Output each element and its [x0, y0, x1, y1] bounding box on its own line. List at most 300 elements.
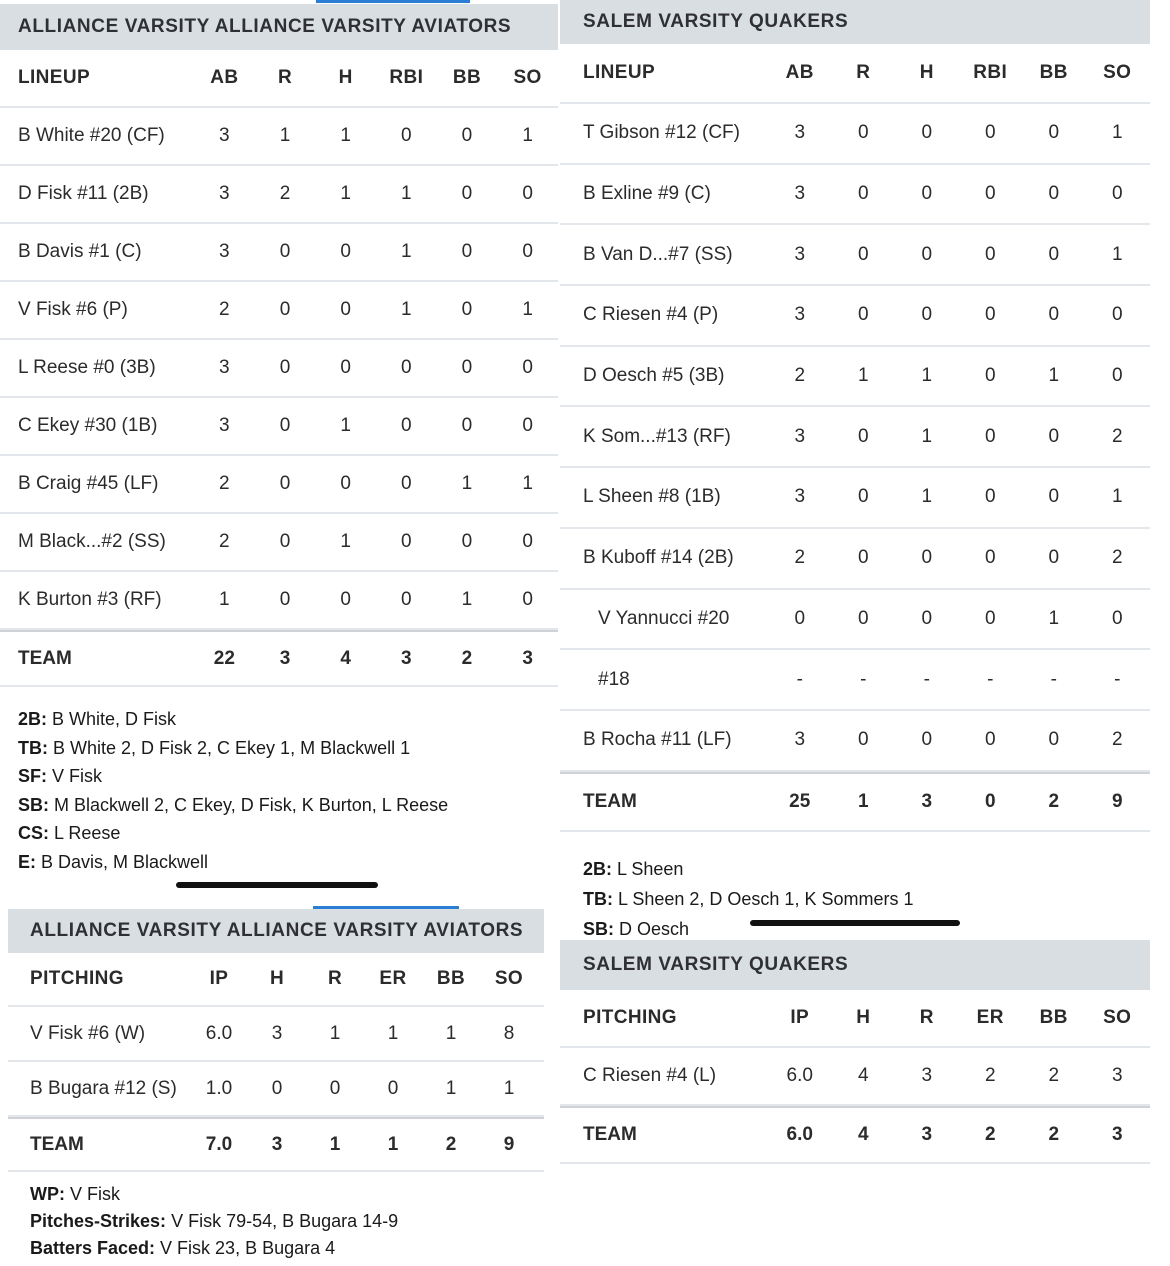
column-header: BB [436, 968, 466, 989]
note-line [18, 819, 448, 848]
stat-cell: 0 [857, 729, 869, 751]
salem-batting-table [560, 44, 1150, 832]
table-row[interactable] [0, 282, 558, 340]
table-row[interactable] [560, 104, 1150, 165]
stat-cell: 1 [522, 473, 533, 494]
salem-pitching-table [560, 990, 1150, 1164]
table-row[interactable] [560, 468, 1150, 529]
player-name: V Fisk #6 (P) [18, 299, 128, 320]
stat-cell: 0 [984, 729, 996, 751]
player-name: D Oesch #5 (3B) [583, 365, 725, 387]
table-row[interactable] [0, 456, 558, 514]
stat-cell: 1 [340, 125, 351, 146]
stat-cell: 6.0 [205, 1022, 233, 1044]
stat-cell: 4 [857, 1065, 869, 1086]
table-row[interactable] [0, 166, 558, 224]
stat-cell: 0 [921, 304, 933, 326]
table-row[interactable] [0, 572, 558, 630]
stat-cell: 0 [857, 243, 869, 265]
note-label: TB: [583, 889, 613, 909]
salem-batting-panel [560, 0, 1150, 832]
stat-cell: - [860, 668, 867, 690]
stat-cell: 0 [921, 243, 933, 265]
stat-cell: 0 [279, 531, 291, 552]
table-row[interactable] [560, 225, 1150, 286]
stat-cell: 0 [279, 473, 291, 494]
stat-cell: 0 [279, 415, 291, 436]
stat-cell: 3 [921, 1065, 933, 1086]
alliance-pitching-notes [30, 1181, 398, 1262]
stat-cell: 0 [984, 425, 996, 447]
stat-cell: 0 [461, 357, 473, 378]
team-header: SALEM VARSITY QUAKERS [560, 0, 1150, 44]
stat-cell: 1 [522, 299, 533, 320]
stat-cell: 2 [461, 647, 473, 669]
note-text: B White, D Fisk [47, 709, 177, 729]
stat-cell: 0 [984, 243, 996, 265]
stat-cell: 0 [461, 241, 473, 262]
alliance-batting-panel [0, 4, 558, 687]
column-header: SO [513, 67, 542, 88]
stat-cell: 1 [340, 415, 351, 436]
column-header: PITCHING [30, 968, 124, 989]
stat-cell: 1 [279, 125, 291, 146]
stat-cell: 0 [522, 589, 533, 610]
stat-cell: 1 [387, 1133, 399, 1155]
stat-cell: 1 [1048, 365, 1060, 387]
stat-cell: 0 [984, 122, 996, 144]
stat-cell: 0 [1048, 729, 1060, 751]
note-line [18, 848, 448, 877]
stat-cell: 2 [219, 299, 230, 320]
stat-cell: 0 [1048, 425, 1060, 447]
table-row[interactable] [0, 514, 558, 572]
player-name: L Sheen #8 (1B) [583, 486, 721, 508]
stat-cell: - [1050, 668, 1057, 690]
player-name: TEAM [30, 1133, 84, 1155]
note-line [30, 1235, 398, 1262]
player-name: M Black...#2 (SS) [18, 531, 166, 552]
player-name: K Som...#13 (RF) [583, 425, 731, 447]
stat-cell: 0 [921, 183, 933, 205]
table-row[interactable] [560, 590, 1150, 651]
stat-cell: 1 [340, 183, 351, 204]
stat-cell: 9 [1111, 790, 1123, 812]
table-row[interactable] [8, 1007, 544, 1062]
stat-cell: 2 [984, 1065, 996, 1086]
table-header-row [8, 953, 544, 1007]
stat-cell: 3 [921, 1124, 933, 1145]
stat-cell: 3 [794, 304, 806, 326]
note-text: M Blackwell 2, C Ekey, D Fisk, K Burton, L Reese [49, 794, 449, 815]
note-line [30, 1208, 398, 1235]
stat-cell: 1 [387, 1022, 399, 1044]
stat-cell: 2 [1048, 1065, 1060, 1086]
stat-cell: 1 [401, 299, 412, 320]
note-text: V Fisk 79-54, B Bugara 14-9 [166, 1211, 399, 1231]
stat-cell: 0 [857, 122, 869, 144]
stat-cell: 0 [461, 183, 473, 204]
column-header: H [856, 1007, 871, 1028]
table-row[interactable] [560, 529, 1150, 590]
column-header: PITCHING [583, 1007, 677, 1028]
scroll-indicator[interactable] [750, 920, 960, 926]
stat-cell: 3 [219, 415, 230, 436]
stat-cell: 2 [794, 365, 806, 387]
note-text: B White 2, D Fisk 2, C Ekey 1, M Blackwell 1 [48, 737, 411, 758]
note-text: L Sheen [612, 859, 684, 879]
stat-cell: 0 [279, 299, 291, 320]
stat-cell: 6.0 [786, 1065, 813, 1086]
player-name: C Ekey #30 (1B) [18, 415, 158, 436]
stat-cell: 1 [445, 1077, 457, 1099]
player-name: TEAM [583, 790, 637, 812]
stat-cell: 0 [984, 183, 996, 205]
stat-cell: 0 [522, 357, 533, 378]
note-label: SF: [18, 766, 47, 786]
stat-cell: 0 [921, 729, 933, 751]
player-name: B Kuboff #14 (2B) [583, 547, 734, 569]
stat-cell: 1 [219, 589, 230, 610]
stat-cell: 0 [857, 547, 869, 569]
stat-cell: 0 [984, 790, 996, 812]
stat-cell: 0 [279, 357, 291, 378]
alliance-pitching-panel [8, 909, 544, 1172]
team-header: ALLIANCE VARSITY ALLIANCE VARSITY AVIATORS [8, 909, 544, 953]
stat-cell: 0 [857, 425, 869, 447]
stat-cell: 1 [445, 1022, 457, 1044]
column-header: AB [785, 62, 814, 83]
stat-cell: 0 [340, 299, 351, 320]
table-row[interactable] [560, 1048, 1150, 1106]
table-row[interactable] [0, 224, 558, 282]
stat-cell: 0 [522, 241, 533, 262]
note-label: WP: [30, 1184, 65, 1204]
table-row[interactable] [560, 407, 1150, 468]
stat-cell: 3 [279, 647, 291, 669]
note-line [18, 705, 448, 734]
stat-cell: 3 [219, 357, 230, 378]
stat-cell: 3 [1111, 1065, 1123, 1086]
stat-cell: 0 [857, 304, 869, 326]
column-header: ER [976, 1007, 1004, 1028]
table-row[interactable] [560, 347, 1150, 408]
stat-cell: - [1114, 668, 1121, 690]
stat-cell: 0 [794, 607, 806, 629]
column-header: LINEUP [18, 67, 91, 88]
stat-cell: 0 [1048, 122, 1060, 144]
stat-cell: 2 [1111, 729, 1123, 751]
alliance-batting-table [0, 50, 558, 687]
stat-cell: 7.0 [205, 1133, 233, 1155]
stat-cell: 0 [461, 299, 473, 320]
stat-cell: 25 [789, 790, 811, 812]
table-header-row [560, 990, 1150, 1048]
stat-cell: 0 [1111, 607, 1123, 629]
stat-cell: 3 [921, 790, 933, 812]
stat-cell: 4 [857, 1124, 869, 1145]
table-row[interactable] [560, 711, 1150, 772]
team-header: ALLIANCE VARSITY ALLIANCE VARSITY AVIATORS [0, 4, 558, 50]
stat-cell: 3 [794, 243, 806, 265]
stat-cell: 0 [1111, 183, 1123, 205]
stat-cell: 2 [794, 547, 806, 569]
table-row[interactable] [8, 1062, 544, 1117]
stat-cell: - [923, 668, 930, 690]
stat-cell: 0 [984, 607, 996, 629]
player-name: V Yannucci #20 [598, 607, 730, 629]
note-text: V Fisk [65, 1184, 121, 1204]
column-header: R [327, 968, 343, 989]
player-name: V Fisk #6 (W) [30, 1022, 146, 1044]
player-name: B Davis #1 (C) [18, 241, 142, 262]
stat-cell: 0 [522, 531, 533, 552]
stat-cell: 0 [461, 125, 473, 146]
player-name: K Burton #3 (RF) [18, 589, 162, 610]
stat-cell: 3 [271, 1133, 283, 1155]
note-text: B Davis, M Blackwell [36, 851, 209, 872]
note-text: L Reese [49, 823, 121, 843]
note-label: SB: [18, 794, 49, 815]
stat-cell: 3 [1111, 1124, 1123, 1145]
alliance-batting-notes [18, 705, 448, 876]
stat-cell: 1 [921, 365, 933, 387]
stat-cell: 0 [1048, 547, 1060, 569]
stat-cell: 3 [219, 241, 230, 262]
salem-pitching-panel [560, 940, 1150, 1164]
stat-cell: 0 [921, 122, 933, 144]
stat-cell: 1 [1111, 486, 1123, 508]
note-label: 2B: [18, 709, 48, 729]
stat-cell: 3 [401, 647, 412, 669]
stat-cell: 2 [279, 183, 291, 204]
table-row[interactable] [0, 340, 558, 398]
note-label: SB: [583, 919, 614, 939]
column-header: SO [1103, 1007, 1132, 1028]
note-text: D Oesch [614, 919, 690, 939]
stat-cell: 3 [219, 125, 230, 146]
note-line [18, 791, 448, 820]
stat-cell: 0 [1048, 183, 1060, 205]
note-line [18, 762, 448, 791]
stat-cell: 0 [1048, 243, 1060, 265]
stat-cell: 0 [340, 473, 351, 494]
stat-cell: 0 [279, 241, 291, 262]
note-line [30, 1181, 398, 1208]
stat-cell: 4 [340, 647, 351, 669]
note-label: 2B: [583, 859, 613, 879]
stat-cell: 1 [921, 425, 933, 447]
stat-cell: 3 [794, 122, 806, 144]
stat-cell: 0 [984, 486, 996, 508]
active-tab-indicator [316, 0, 470, 3]
stat-cell: 0 [401, 473, 412, 494]
stat-cell: 0 [857, 607, 869, 629]
team-header: SALEM VARSITY QUAKERS [560, 940, 1150, 990]
note-label: CS: [18, 823, 49, 843]
column-header: BB [452, 67, 482, 88]
team-total-row [8, 1117, 544, 1172]
stat-cell: 0 [461, 415, 473, 436]
stat-cell: 0 [401, 357, 412, 378]
stat-cell: 0 [1048, 486, 1060, 508]
player-name: B Rocha #11 (LF) [583, 729, 732, 751]
stat-cell: 0 [1111, 304, 1123, 326]
player-name: C Riesen #4 (P) [583, 304, 719, 326]
table-header-row [0, 50, 558, 108]
column-header: H [919, 62, 934, 83]
note-line [18, 734, 448, 763]
stat-cell: 0 [984, 304, 996, 326]
table-header-row [560, 44, 1150, 104]
stat-cell: 2 [219, 473, 230, 494]
player-name: B Exline #9 (C) [583, 183, 711, 205]
team-total-row [560, 772, 1150, 832]
stat-cell: 3 [219, 183, 230, 204]
stat-cell: 0 [461, 531, 473, 552]
stat-cell: 3 [794, 425, 806, 447]
stat-cell: 3 [794, 183, 806, 205]
stat-cell: 0 [401, 531, 412, 552]
note-line [583, 854, 913, 884]
note-text: V Fisk 23, B Bugara 4 [155, 1238, 336, 1258]
stat-cell: 0 [279, 589, 291, 610]
table-row[interactable] [0, 108, 558, 166]
stat-cell: 0 [857, 486, 869, 508]
stat-cell: 0 [340, 589, 351, 610]
column-header: RBI [973, 62, 1008, 83]
note-label: Pitches-Strikes: [30, 1211, 167, 1231]
player-name: TEAM [18, 647, 72, 669]
column-header: IP [209, 968, 229, 989]
stat-cell: 2 [984, 1124, 996, 1145]
stat-cell: 0 [401, 589, 412, 610]
stat-cell: 1 [329, 1022, 341, 1044]
column-header: SO [1103, 62, 1132, 83]
column-header: RBI [389, 67, 424, 88]
stat-cell: 1 [1111, 243, 1123, 265]
stat-cell: 0 [387, 1077, 399, 1099]
table-row[interactable] [0, 398, 558, 456]
stat-cell: 1 [857, 365, 869, 387]
stat-cell: 1 [503, 1077, 515, 1099]
player-name: #18 [598, 668, 630, 690]
player-name: D Fisk #11 (2B) [18, 183, 149, 204]
column-header: BB [1039, 62, 1068, 83]
stat-cell: 0 [329, 1077, 341, 1099]
stat-cell: 3 [522, 647, 533, 669]
player-name: B Bugara #12 (S) [30, 1077, 177, 1099]
alliance-pitching-table [8, 953, 544, 1172]
table-row[interactable] [560, 286, 1150, 347]
player-name: B Craig #45 (LF) [18, 473, 159, 494]
note-label: TB: [18, 737, 48, 758]
team-total-row [560, 1106, 1150, 1164]
team-total-row [0, 630, 558, 687]
stat-cell: 8 [503, 1022, 515, 1044]
stat-cell: - [796, 668, 803, 690]
stat-cell: 2 [1048, 1124, 1060, 1145]
note-label: Batters Faced: [30, 1238, 156, 1258]
stat-cell: 0 [401, 415, 412, 436]
stat-cell: 0 [340, 357, 351, 378]
stat-cell: 2 [445, 1133, 457, 1155]
scroll-indicator[interactable] [176, 882, 378, 888]
column-header: LINEUP [583, 62, 656, 83]
note-text: L Sheen 2, D Oesch 1, K Sommers 1 [613, 889, 914, 909]
stat-cell: 1 [401, 241, 412, 262]
stat-cell: 0 [984, 547, 996, 569]
note-text: V Fisk [47, 766, 103, 786]
stat-cell: 2 [1111, 547, 1123, 569]
stat-cell: 0 [340, 241, 351, 262]
note-line [583, 884, 913, 914]
stat-cell: 3 [271, 1022, 283, 1044]
stat-cell: 1 [461, 473, 473, 494]
stat-cell: 1 [340, 531, 351, 552]
stat-cell: 0 [401, 125, 412, 146]
stat-cell: 0 [921, 547, 933, 569]
stat-cell: 1 [1111, 122, 1123, 144]
column-header: ER [379, 968, 407, 989]
column-header: IP [790, 1007, 810, 1028]
column-header: R [856, 62, 871, 83]
player-name: B Van D...#7 (SS) [583, 243, 733, 265]
stat-cell: 0 [271, 1077, 283, 1099]
stat-cell: 2 [1048, 790, 1060, 812]
stat-cell: 1 [921, 486, 933, 508]
column-header: H [269, 968, 285, 989]
stat-cell: 0 [522, 415, 533, 436]
salem-batting-notes [583, 854, 913, 944]
player-name: TEAM [583, 1124, 637, 1145]
player-name: L Reese #0 (3B) [18, 357, 156, 378]
stat-cell: 0 [984, 365, 996, 387]
stat-cell: 2 [1111, 425, 1123, 447]
stat-cell: 22 [213, 647, 235, 669]
stat-cell: 1.0 [205, 1077, 233, 1099]
stat-cell: 0 [1048, 304, 1060, 326]
player-name: B White #20 (CF) [18, 125, 165, 146]
stat-cell: 3 [794, 729, 806, 751]
stat-cell: 1 [401, 183, 412, 204]
table-row[interactable] [560, 650, 1150, 711]
stat-cell: 0 [857, 183, 869, 205]
stat-cell: 1 [461, 589, 473, 610]
column-header: AB [210, 67, 239, 88]
stat-cell: 1 [522, 125, 533, 146]
stat-cell: 0 [921, 607, 933, 629]
stat-cell: 9 [503, 1133, 515, 1155]
stat-cell: 6.0 [786, 1124, 813, 1145]
player-name: C Riesen #4 (L) [583, 1065, 717, 1086]
player-name: T Gibson #12 (CF) [583, 122, 740, 144]
table-row[interactable] [560, 165, 1150, 226]
stat-cell: 3 [794, 486, 806, 508]
note-label: E: [18, 851, 36, 872]
column-header: SO [494, 968, 524, 989]
stat-cell: 2 [219, 531, 230, 552]
column-header: R [277, 67, 293, 88]
column-header: R [919, 1007, 934, 1028]
stat-cell: 1 [329, 1133, 341, 1155]
column-header: H [338, 67, 353, 88]
stat-cell: 1 [857, 790, 869, 812]
stat-cell: 0 [1111, 365, 1123, 387]
stat-cell: - [987, 668, 994, 690]
stat-cell: 0 [522, 183, 533, 204]
column-header: BB [1039, 1007, 1068, 1028]
